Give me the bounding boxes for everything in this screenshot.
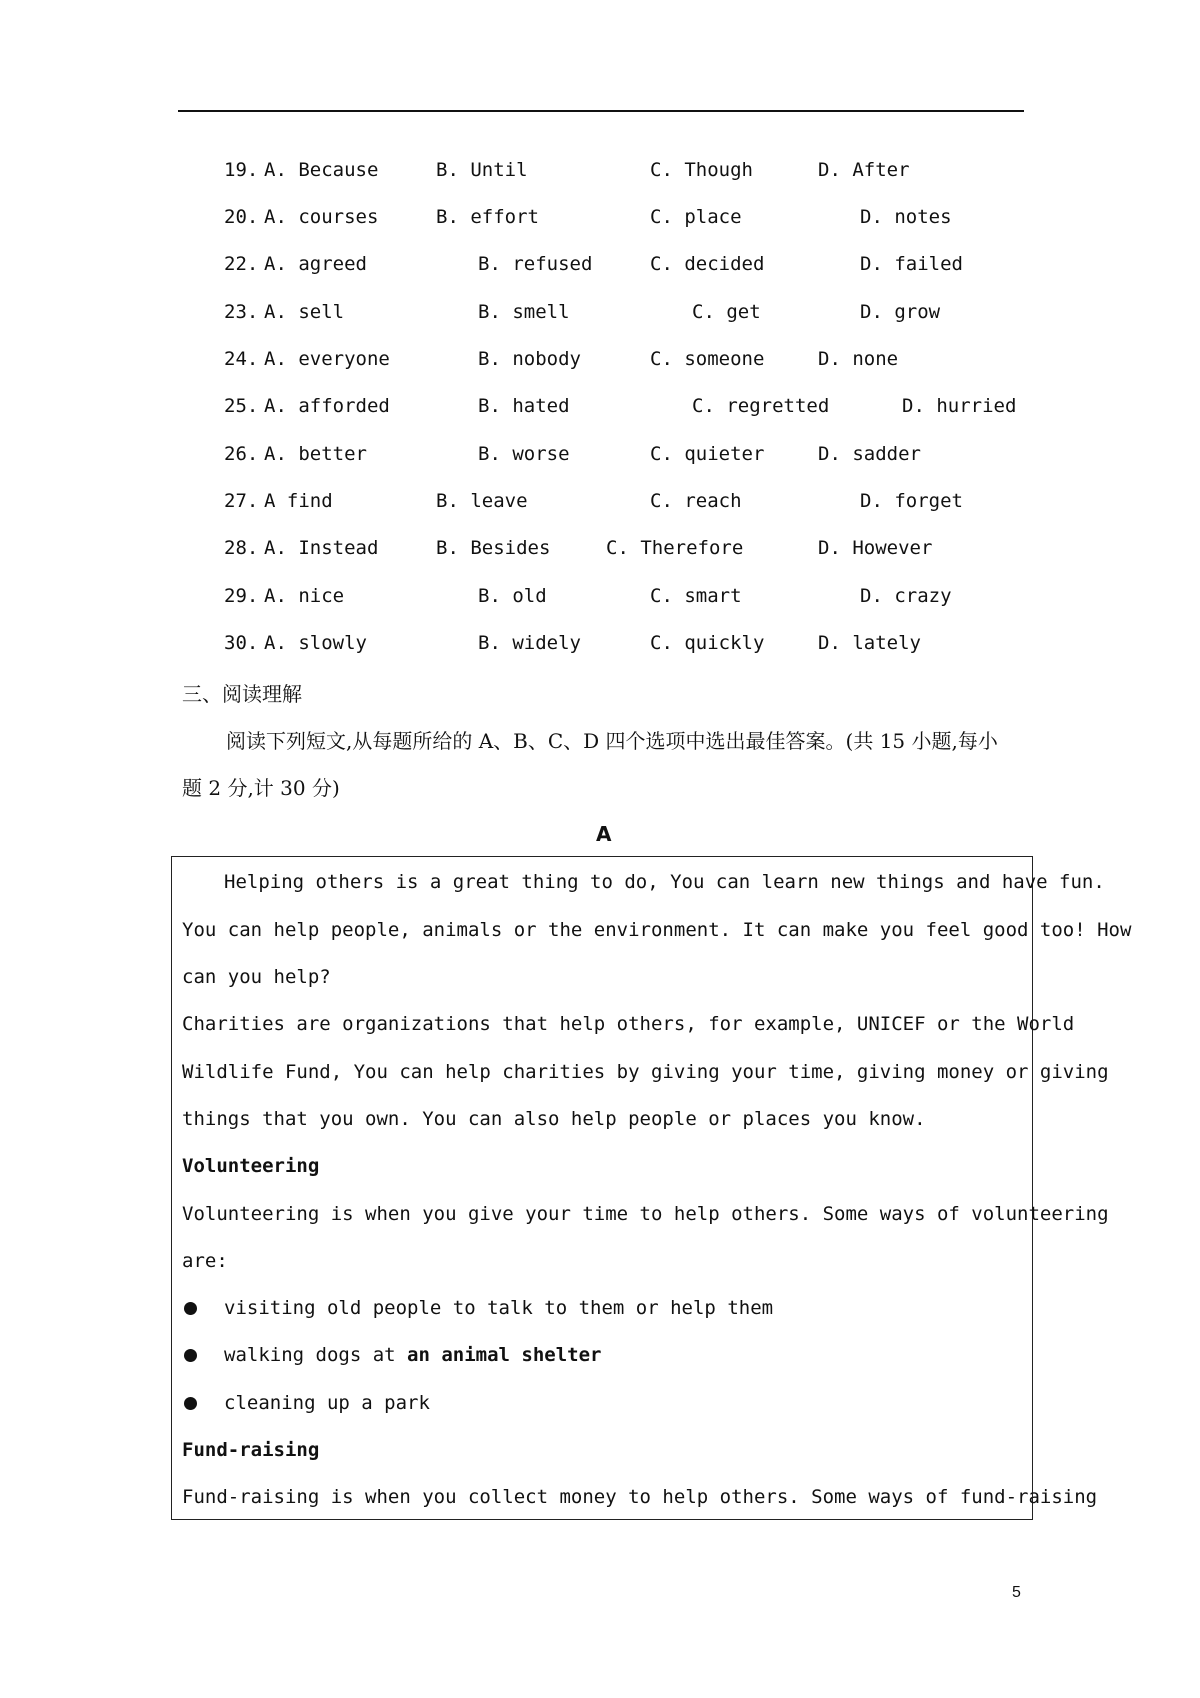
option-d: D. hurried [902,395,1017,417]
instruction-line-1: 阅读下列短文,从每题所给的 A、B、C、D 四个选项中选出最佳答案。(共 15 小题,每小 [226,729,998,753]
question-number: 24. [224,348,259,370]
volunteering-heading: Volunteering [182,1155,320,1177]
option-c: C. Though [650,159,753,181]
option-a: A. courses [264,206,379,228]
option-a: A. better [264,443,367,465]
bullet-2-bold-text: an animal shelter [407,1344,602,1366]
option-b: B. effort [436,206,539,228]
bullet-icon [184,1349,197,1362]
option-d: D. none [818,348,899,370]
option-b: B. smell [478,301,570,323]
volunteering-bullet-3: cleaning up a park [224,1392,430,1414]
question-number: 27. [224,490,259,512]
question-number: 28. [224,537,259,559]
option-c: C. Therefore [606,537,744,559]
option-c: C. someone [650,348,765,370]
option-c: C. decided [650,253,765,275]
passage-line: Wildlife Fund, You can help charities by giving your time, giving money or giving [182,1061,1109,1083]
option-d: D. crazy [860,585,952,607]
option-c: C. reach [650,490,742,512]
option-a: A. Because [264,159,379,181]
volunteering-bullet-1: visiting old people to talk to them or help them [224,1297,774,1319]
bullet-icon [184,1397,197,1410]
option-c: C. place [650,206,742,228]
option-b: B. old [478,585,547,607]
passage-line: things that you own. You can also help people or places you know. [182,1108,926,1130]
question-number: 30. [224,632,259,654]
bullet-2-text: walking dogs at [224,1344,408,1366]
option-a: A. agreed [264,253,367,275]
volunteering-text: Volunteering is when you give your time to help others. Some ways of volunteering [182,1203,1109,1225]
question-number: 26. [224,443,259,465]
question-number: 25. [224,395,259,417]
option-d: D. lately [818,632,921,654]
option-c: C. quieter [650,443,765,465]
volunteering-bullet-2 [224,1343,602,1367]
option-d: D. However [818,537,933,559]
option-b: B. worse [478,443,570,465]
volunteering-text: are: [182,1250,228,1272]
option-d: D. failed [860,253,963,275]
option-d: D. grow [860,301,941,323]
option-a: A. afforded [264,395,390,417]
option-c: C. smart [650,585,742,607]
option-b: B. widely [478,632,581,654]
page-number: 5 [1012,1584,1021,1601]
fundraising-text: Fund-raising is when you collect money to help others. Some ways of fund-raising [182,1486,1098,1508]
option-a: A. nice [264,585,345,607]
section-title: 三、阅读理解 [182,682,302,706]
fundraising-heading: Fund-raising [182,1439,320,1461]
question-number: 23. [224,301,259,323]
option-d: D. sadder [818,443,921,465]
option-d: D. forget [860,490,963,512]
option-a: A find [264,490,333,512]
option-a: A. slowly [264,632,367,654]
question-number: 29. [224,585,259,607]
passage-line: Helping others is a great thing to do, You can learn new things and have fun. [224,871,1105,893]
option-b: B. hated [478,395,570,417]
option-b: B. Besides [436,537,551,559]
passage-box [171,856,1033,1520]
bullet-icon [184,1302,197,1315]
question-number: 22. [224,253,259,275]
option-b: B. Until [436,159,528,181]
option-c: C. get [692,301,761,323]
option-c: C. regretted [692,395,830,417]
option-b: B. refused [478,253,593,275]
question-number: 19. [224,159,259,181]
passage-line: can you help? [182,966,331,988]
passage-line: You can help people, animals or the environment. It can make you feel good too! How [182,919,1132,941]
multiple-choice-options [0,0,1200,680]
instruction-line-2: 题 2 分,计 30 分) [182,776,340,800]
passage-label: A [596,822,612,846]
option-a: A. Instead [264,537,379,559]
option-c: C. quickly [650,632,765,654]
option-d: D. notes [860,206,952,228]
option-b: B. leave [436,490,528,512]
option-a: A. sell [264,301,345,323]
question-number: 20. [224,206,259,228]
passage-line: Charities are organizations that help others, for example, UNICEF or the World [182,1013,1075,1035]
option-d: D. After [818,159,910,181]
option-b: B. nobody [478,348,581,370]
option-a: A. everyone [264,348,390,370]
